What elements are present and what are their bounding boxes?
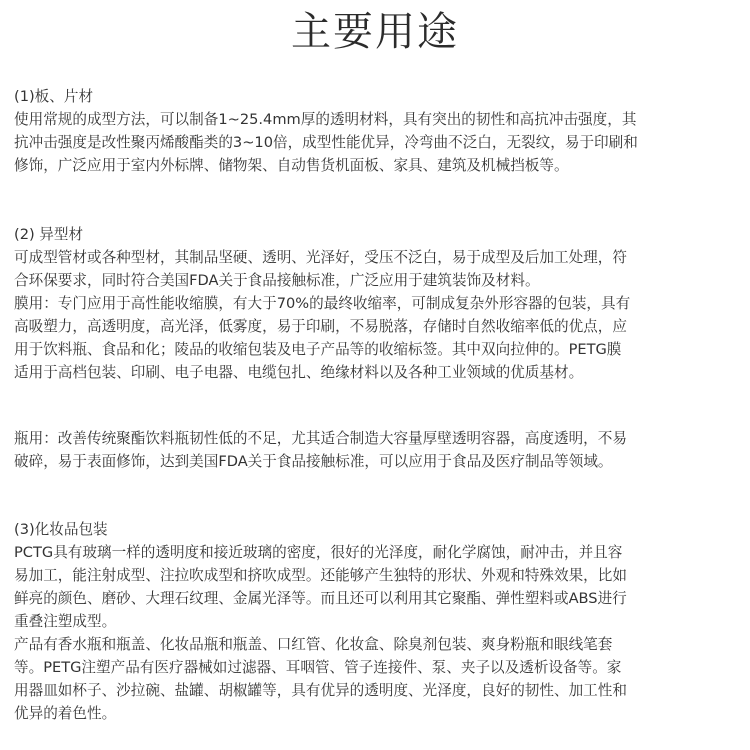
paragraph-line: 用器皿如杯子、沙拉碗、盐罐、胡椒罐等，具有优异的透明度、光泽度，良好的韧性、加工性和 — [14, 682, 627, 699]
section-sheet-material — [14, 85, 736, 177]
paragraph-line: 可成型管材或各种型材，其制品坚硬、透明、光泽好，受压不泛白，易于成型及后加工处理，符 — [14, 249, 627, 266]
paragraph-line: 易加工，能注射成型、注拉吹成型和挤吹成型。还能够产生独特的形状、外观和特殊效果，比如 — [14, 567, 627, 584]
paragraph-line: 重叠注塑成型。 — [14, 613, 117, 630]
paragraph-line: 合环保要求，同时符合美国FDA关于食品接触标准，广泛应用于建筑装饰及材料。 — [14, 272, 540, 289]
paragraph-line: 使用常规的成型方法，可以制备1~25.4mm厚的透明材料，具有突出的韧性和高抗冲击强度，其 — [14, 111, 637, 128]
paragraph-line: PCTG具有玻璃一样的透明度和接近玻璃的密度，很好的光泽度，耐化学腐蚀，耐冲击，并且容 — [14, 544, 623, 561]
paragraph-line: 产品有香水瓶和瓶盖、化妆品瓶和瓶盖、口红管、化妆盒、除臭剂包装、爽身粉瓶和眼线笔套 — [14, 636, 613, 653]
paragraph-line: 高吸塑力，高透明度，高光泽，低雾度，易于印刷，不易脱落，存储时自然收缩率低的优点，应 — [14, 318, 627, 335]
paragraph-line: 修饰，广泛应用于室内外标牌、储物架、自动售货机面板、家具、建筑及机械挡板等。 — [14, 157, 569, 174]
paragraph-line: 等。PETG注塑产品有医疗器械如过滤器、耳咽管、管子连接件、泵、夹子以及透析设备等。家 — [14, 659, 622, 676]
section-bottle-use — [14, 427, 736, 473]
section-heading: (2) 异型材 — [14, 226, 84, 243]
section-heading: (1)板、片材 — [14, 88, 94, 105]
paragraph-line: 适用于高档包装、印刷、电子电器、电缆包扎、绝缘材料以及各种工业领域的优质基材。 — [14, 364, 584, 381]
page-title: 主要用途 — [291, 9, 459, 55]
section-cosmetic-packaging — [14, 518, 736, 725]
paragraph-line: 抗冲击强度是改性聚丙烯酸酯类的3~10倍，成型性能优异，冷弯曲不泛白，无裂纹，易于印刷和 — [14, 134, 638, 151]
paragraph-line: 膜用：专门应用于高性能收缩膜，有大于70%的最终收缩率，可制成复杂外形容器的包装，具有 — [14, 295, 631, 312]
section-profile-material — [14, 223, 736, 384]
paragraph-line: 瓶用：改善传统聚酯饮料瓶韧性低的不足，尤其适合制造大容量厚壁透明容器，高度透明，不易 — [14, 430, 627, 447]
paragraph-line: 破碎，易于表面修饰，达到美国FDA关于食品接触标准，可以应用于食品及医疗制品等领域。 — [14, 453, 613, 470]
paragraph-line: 用于饮料瓶、食品和化；陵品的收缩包装及电子产品等的收缩标签。其中双向拉伸的。PETG膜 — [14, 341, 622, 358]
paragraph-line: 鲜亮的颜色、磨砂、大理石纹理、金属光泽等。而且还可以利用其它聚酯、弹性塑料或ABS进行 — [14, 590, 627, 607]
paragraph-line: 优异的着色性。 — [14, 705, 117, 722]
section-heading: (3)化妆品包装 — [14, 521, 108, 538]
